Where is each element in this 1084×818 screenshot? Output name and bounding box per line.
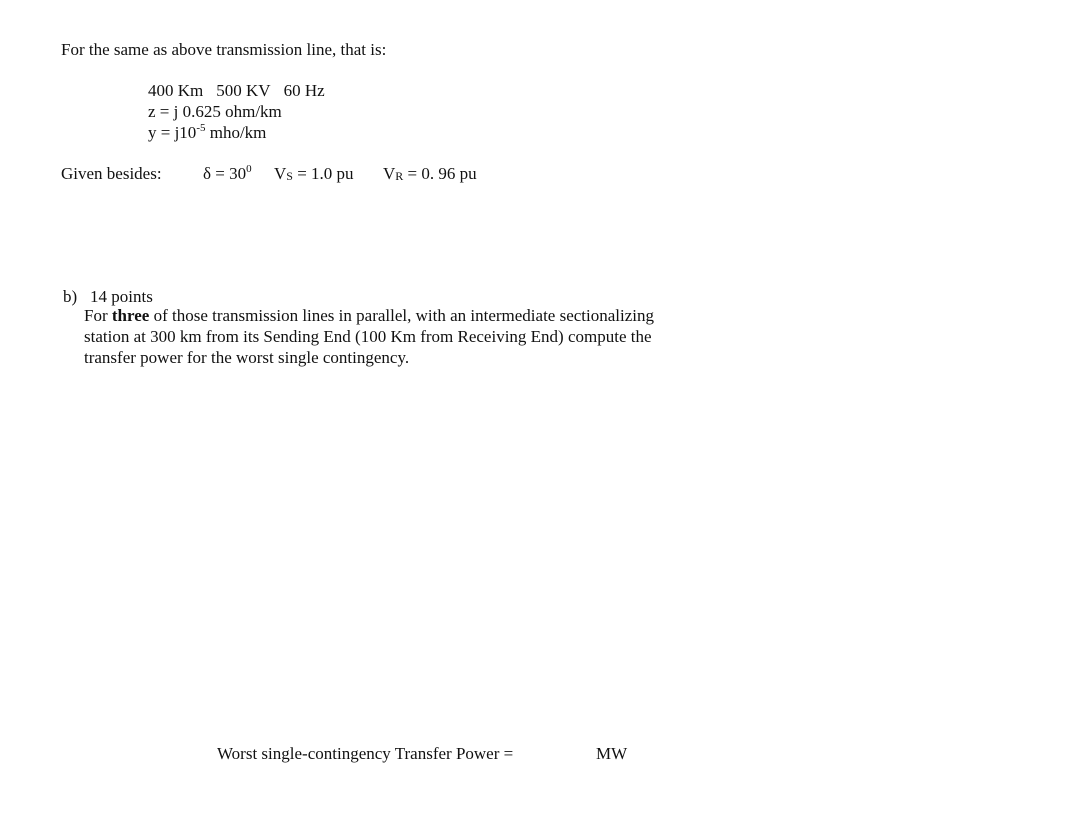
impedance-equation: z = j 0.625 ohm/km [148,102,282,121]
given-delta [203,163,252,184]
vr-subscript: R [395,169,404,183]
part-b-question [84,305,694,368]
question-text-start: For [84,306,112,325]
part-b-points: 14 points [90,287,153,306]
vs-symbol: V [274,164,287,183]
line-parameters [148,80,325,101]
question-bold-word: three [111,306,150,325]
vr-value: = 0. 96 pu [403,164,477,183]
intro-text: For the same as above transmission line, that is: [61,40,387,59]
vr-symbol: V [383,164,396,183]
vs-value: = 1.0 pu [292,164,354,183]
question-text-rest: of those transmission lines in parallel, with an intermediate sectionalizing station at 300 km from its Sending End (100 Km from Receiving End) compute the transfer power for the worst single contingency. [84,306,655,367]
admittance-unit: mho/km [205,123,267,142]
given-sending-voltage [274,163,354,184]
delta-superscript: 0 [246,163,252,175]
line-voltage: 500 KV [216,81,271,100]
vs-subscript: S [286,169,293,183]
answer-label: Worst single-contingency Transfer Power = [217,744,514,763]
admittance-prefix: y = j10 [148,123,197,142]
given-label: Given besides: [61,164,162,183]
part-b-heading [63,286,153,307]
part-b-marker: b) [63,287,78,306]
admittance-equation [148,122,266,143]
line-length: 400 Km [148,81,204,100]
given-receiving-voltage [383,163,477,184]
delta-text: δ = 30 [203,164,247,183]
answer-unit: MW [596,744,628,763]
line-frequency: 60 Hz [283,81,325,100]
admittance-exponent: -5 [196,122,206,134]
